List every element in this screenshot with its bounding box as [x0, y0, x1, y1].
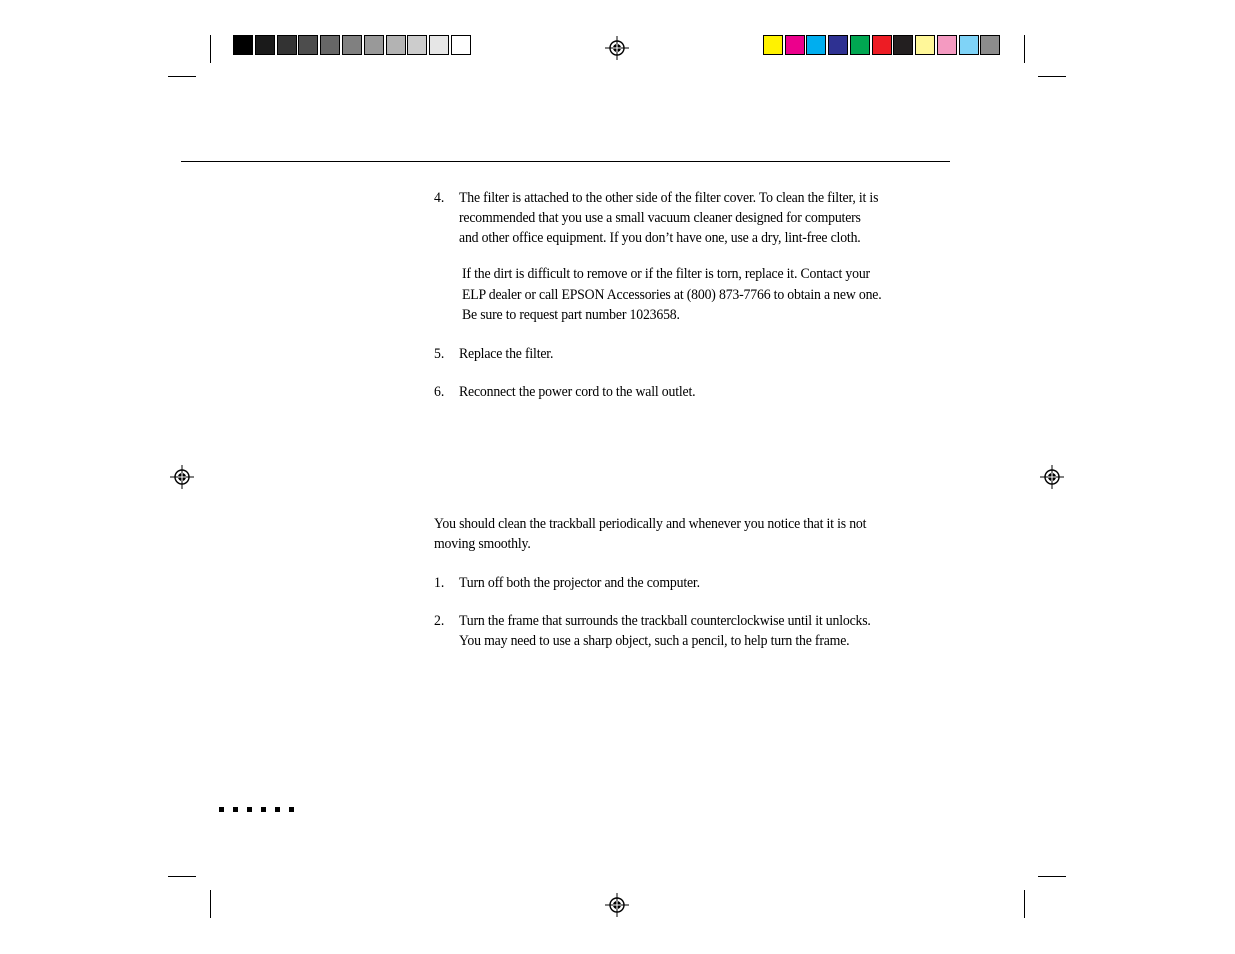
gray-swatch [386, 35, 406, 55]
crop-mark-top-left-h [168, 76, 196, 77]
gray-swatch [451, 35, 471, 55]
color-swatch [806, 35, 826, 55]
color-swatch [763, 35, 783, 55]
crop-mark-bottom-left-h [168, 876, 196, 877]
intro-line: You should clean the trackball periodically and whenever you notice that it is not [434, 516, 867, 532]
step-text-line: recommended that you use a small vacuum cleaner designed for computers [459, 210, 861, 226]
page-dot [275, 807, 280, 812]
gray-swatch [320, 35, 340, 55]
gray-swatch [233, 35, 253, 55]
step-number: 4. [434, 190, 445, 206]
step-text: Replace the filter. [459, 346, 554, 362]
crosshair-registration-icon [1040, 465, 1064, 489]
crosshair-registration-icon [605, 893, 629, 917]
crop-mark-top-right-h [1038, 76, 1066, 77]
page-dot [247, 807, 252, 812]
page-dot [289, 807, 294, 812]
step-text-line: You may need to use a sharp object, such a pencil, to help turn the frame. [459, 633, 850, 649]
step-text-line: Turn the frame that surrounds the trackball counterclockwise until it unlocks. [459, 613, 871, 629]
step-text-line: The filter is attached to the other side of the filter cover. To clean the filter, it is [459, 190, 879, 206]
crosshair-registration-icon [170, 465, 194, 489]
gray-swatch [407, 35, 427, 55]
color-swatch [785, 35, 805, 55]
gray-swatch [429, 35, 449, 55]
step-number: 2. [434, 613, 445, 629]
crop-mark-top-right-v [1024, 35, 1025, 63]
color-swatch [915, 35, 935, 55]
color-swatch [937, 35, 957, 55]
page-dot [219, 807, 224, 812]
color-swatch [980, 35, 1000, 55]
gray-swatch [342, 35, 362, 55]
color-swatch [850, 35, 870, 55]
crop-mark-bottom-right-h [1038, 876, 1066, 877]
gray-swatch [255, 35, 275, 55]
gray-swatch [364, 35, 384, 55]
page-dot [261, 807, 266, 812]
header-rule [181, 161, 950, 162]
crosshair-registration-icon [605, 36, 629, 60]
color-swatch [959, 35, 979, 55]
step-number: 5. [434, 346, 445, 362]
note-line: Be sure to request part number 1023658. [462, 307, 680, 323]
step-text-line: and other office equipment. If you don’t have one, use a dry, lint-free cloth. [459, 230, 861, 246]
color-swatch [828, 35, 848, 55]
crop-mark-bottom-left-v [210, 890, 211, 918]
crop-mark-top-left-v [210, 35, 211, 63]
page-dot [233, 807, 238, 812]
note-line: If the dirt is difficult to remove or if the filter is torn, replace it. Contact your [462, 266, 870, 282]
crop-mark-bottom-right-v [1024, 890, 1025, 918]
gray-swatch [277, 35, 297, 55]
color-swatch [872, 35, 892, 55]
intro-line: moving smoothly. [434, 536, 531, 552]
color-swatch [893, 35, 913, 55]
step-text: Reconnect the power cord to the wall outlet. [459, 384, 696, 400]
step-number: 1. [434, 575, 445, 591]
step-number: 6. [434, 384, 445, 400]
gray-swatch [298, 35, 318, 55]
note-line: ELP dealer or call EPSON Accessories at (800) 873-7766 to obtain a new one. [462, 287, 882, 303]
step-text: Turn off both the projector and the computer. [459, 575, 700, 591]
